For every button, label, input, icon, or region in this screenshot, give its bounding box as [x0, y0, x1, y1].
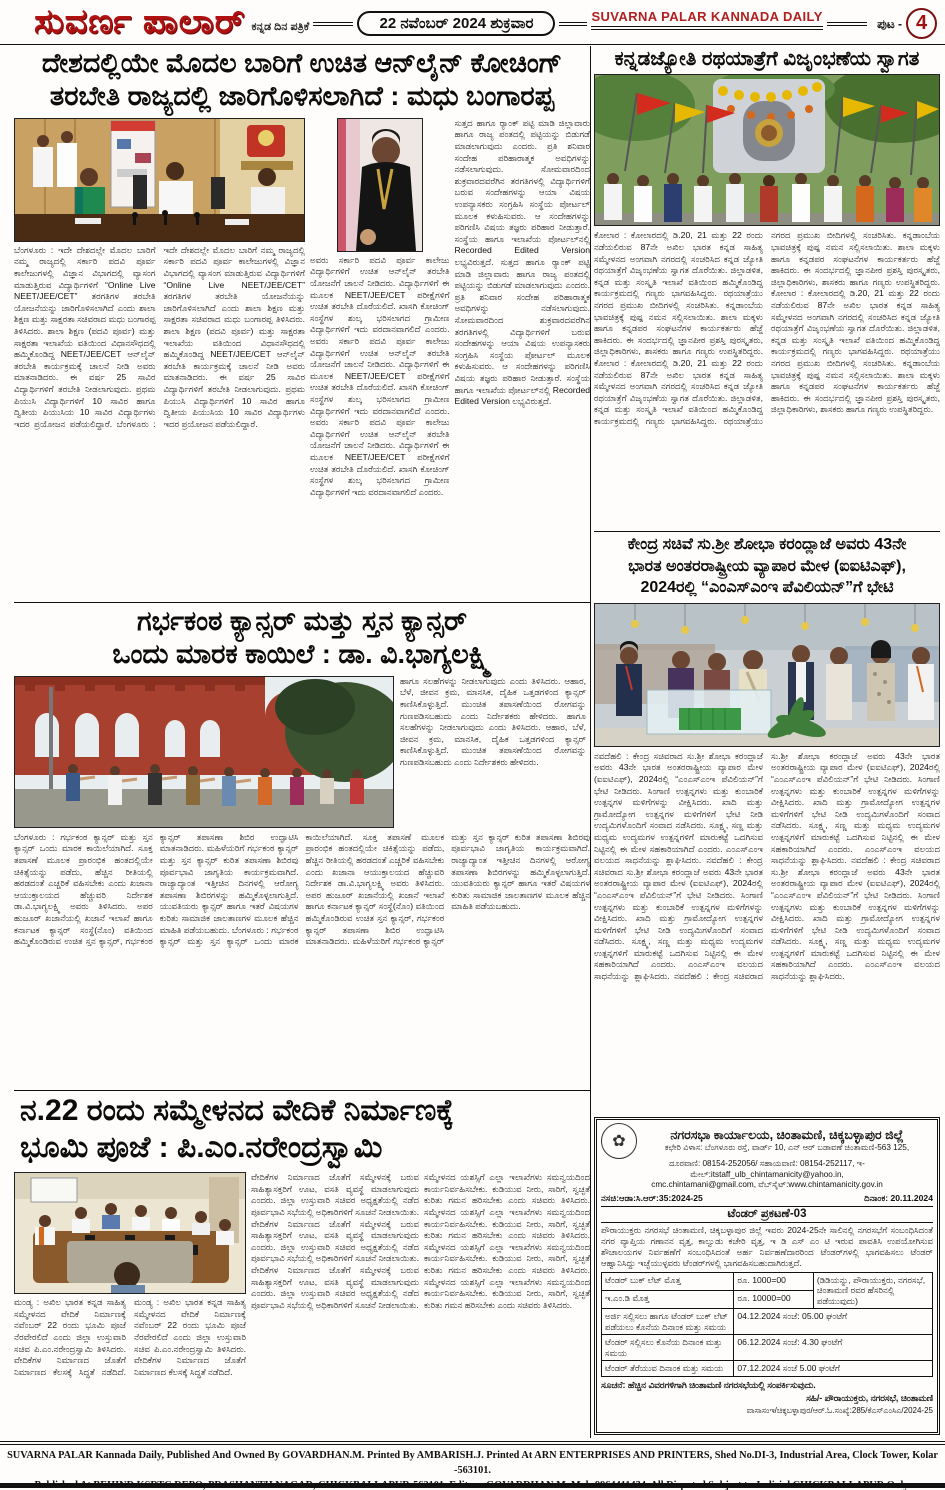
header-rule — [313, 22, 353, 26]
article-online-coaching — [14, 47, 590, 601]
headline: ಭೂಮಿ ಪೂಜೆ : ಪಿ.ಎಂ.ನರೇಂದ್ರಸ್ವಾಮಿ — [20, 1130, 383, 1164]
double-underline — [591, 26, 822, 30]
headline: ಕನ್ನಡಜ್ಯೋತಿ ರಥಯಾತ್ರೆಗೆ ವಿಜೃಂಭಣೆಯ ಸ್ವಾಗತ — [614, 48, 920, 70]
tender-row-label: ಟೆಂಡರ್ ಸಲ್ಲಿಸಲು ಕೊನೆಯ ದಿನಾಂಕ ಮತ್ತು ಸಮಯ — [602, 1335, 734, 1361]
tender-row-note: (ಡಿಡಿಯನ್ನು, ಪೌರಾಯುಕ್ತರು, ನಗರಸಭೆ, ಚಿಂತಾಮಣಿ ರವರ ಹೆಸರಿನಲ್ಲಿ ಪಡೆಯುವುದು) — [813, 1272, 932, 1309]
article-body: ಸುತ್ತದ ಹಾಗೂ ರ‍್ಯಾಂಕ್ ಪಟ್ಟಿ ಮಾಡಿ ಜಿಲ್ಲಾವಾರು ಹಾಗೂ ರಾಜ್ಯ ಪಂತದಲ್ಲಿ ಪಟ್ಟಿಯನ್ನು ಬಿಡುಗಡೆ ಮಾಡಲಾಗುವುದು ಎಂದರು. ಪ್ರತಿ ಶನಿವಾರ ಸಂದೇಹ ಪರಿಹಾರಾತ್ಮಕ ಅವಧಿಗಳನ್ನು ನಡೆಸಲಾಗುವುದು. ಸೋಮವಾರದಿಂದ ಶುಕ್ರವಾರದವರೆಗಿನ ತರಗತಿಗಳಲ್ಲಿ ವಿದ್ಯಾರ್ಥಿಗಳಿಗೆ ಬರುವ ಸಂದೇಹಗಳನ್ನು ಆಯಾ ವಿಷಯ ಉಪನ್ಯಾಸಕರು ಸಂಗ್ರಹಿಸಿ ಸಂಸ್ಥೆಯ ಪೋರ್ಟಲ್ ಮೂಲಕ ಕಳುಹಿಸುವರು. ಆ ಸಂದೇಹಗಳನ್ನು ಪರಿಗಣಿಸಿ ವಿಷಯ ತಜ್ಞರು ಪರಿಹಾರ ನೀಡುತ್ತಾರೆ. ಸಂಸ್ಥೆಯ ಹಾಗೂ ಇಲಾಖೆಯ ಪೋರ್ಟಲ್‌ನಲ್ಲಿ Recorded Edited Version ಲಭ್ಯವಿರುತ್ತದೆ. ಸುತ್ತದ ಹಾಗೂ ರ‍್ಯಾಂಕ್ ಪಟ್ಟಿ ಮಾಡಿ ಜಿಲ್ಲಾವಾರು ಹಾಗೂ ರಾಜ್ಯ ಪಂತದಲ್ಲಿ ಪಟ್ಟಿಯನ್ನು ಬಿಡುಗಡೆ ಮಾಡಲಾಗುವುದು ಎಂದರು. ಪ್ರತಿ ಶನಿವಾರ ಸಂದೇಹ ಪರಿಹಾರಾತ್ಮಕ ಅವಧಿಗಳನ್ನು ನಡೆಸಲಾಗುವುದು. ಸೋಮವಾರದಿಂದ ಶುಕ್ರವಾರದವರೆಗಿನ ತರಗತಿಗಳಲ್ಲಿ ವಿದ್ಯಾರ್ಥಿಗಳಿಗೆ ಬರುವ ಸಂದೇಹಗಳನ್ನು ಆಯಾ ವಿಷಯ ಉಪನ್ಯಾಸಕರು ಸಂಗ್ರಹಿಸಿ ಸಂಸ್ಥೆಯ ಪೋರ್ಟಲ್ ಮೂಲಕ ಕಳುಹಿಸುವರು. ಆ ಸಂದೇಹಗಳನ್ನು ಪರಿಗಣಿಸಿ ವಿಷಯ ತಜ್ಞರು ಪರಿಹಾರ ನೀಡುತ್ತಾರೆ. ಸಂಸ್ಥೆಯ ಹಾಗೂ ಇಲಾಖೆಯ ಪೋರ್ಟಲ್‌ನಲ್ಲಿ Recorded Edited Version ಲಭ್ಯವಿರುತ್ತದೆ. — [454, 117, 590, 407]
daily-name-english: SUVARNA PALAR KANNADA DAILY — [591, 8, 823, 24]
tender-row-value: ರೂ. 1000=00 — [734, 1272, 813, 1290]
notice-org-name: ನಗರಸಭಾ ಕಾರ್ಯಾಲಯ, ಚಿಂತಾಮಣಿ, ಚಿಕ್ಕಬಳ್ಳಾಪುರ ಜಿಲ್ಲೆ — [670, 1128, 904, 1143]
article-body: ವೇದಿಕೆಗಳ ನಿರ್ಮಾಣದ ಜೊತೆಗೆ ಸಮ್ಮೇಳನಕ್ಕೆ ಬರುವ ಸಾಹಿತ್ಯಾಸಕ್ತರಿಗೆ ಊಟ, ವಸತಿ ವ್ಯವಸ್ಥೆ ಮಾಡಲಾಗುವುದು ಎಂದರು. ಜಿಲ್ಲಾ ಉಸ್ತುವಾರಿ ಸಚಿವರ ಅಧ್ಯಕ್ಷತೆಯಲ್ಲಿ ನಡೆದ ಪೂರ್ವಭಾವಿ ಸಭೆಯಲ್ಲಿ ಅಧಿಕಾರಿಗಳಿಗೆ ಸೂಚನೆ ನೀಡಲಾಯಿತು. ವೇದಿಕೆಗಳ ನಿರ್ಮಾಣದ ಜೊತೆಗೆ ಸಮ್ಮೇಳನಕ್ಕೆ ಬರುವ ಸಾಹಿತ್ಯಾಸಕ್ತರಿಗೆ ಊಟ, ವಸತಿ ವ್ಯವಸ್ಥೆ ಮಾಡಲಾಗುವುದು ಎಂದರು. ಜಿಲ್ಲಾ ಉಸ್ತುವಾರಿ ಸಚಿವರ ಅಧ್ಯಕ್ಷತೆಯಲ್ಲಿ ನಡೆದ ಪೂರ್ವಭಾವಿ ಸಭೆಯಲ್ಲಿ ಅಧಿಕಾರಿಗಳಿಗೆ ಸೂಚನೆ ನೀಡಲಾಯಿತು. ವೇದಿಕೆಗಳ ನಿರ್ಮಾಣದ ಜೊತೆಗೆ ಸಮ್ಮೇಳನಕ್ಕೆ ಬರುವ ಸಾಹಿತ್ಯಾಸಕ್ತರಿಗೆ ಊಟ, ವಸತಿ ವ್ಯವಸ್ಥೆ ಮಾಡಲಾಗುವುದು ಎಂದರು. ಜಿಲ್ಲಾ ಉಸ್ತುವಾರಿ ಸಚಿವರ ಅಧ್ಯಕ್ಷತೆಯಲ್ಲಿ ನಡೆದ ಪೂರ್ವಭಾವಿ ಸಭೆಯಲ್ಲಿ ಅಧಿಕಾರಿಗಳಿಗೆ ಸೂಚನೆ ನೀಡಲಾಯಿತು. — [251, 1172, 419, 1310]
tender-row-label: ಟೆಂಡರ್ ತೆರೆಯುವ ದಿನಾಂಕ ಮತ್ತು ಸಮಯ — [602, 1361, 734, 1377]
headline: ದೇಶದಲ್ಲಿಯೇ ಮೊದಲ ಬಾರಿಗೆ ಉಚಿತ ಆನ್‌ಲೈನ್ ಕೋಚಿಂಗ್ — [41, 48, 563, 78]
date-box: 22 ನವೆಂಬರ್ 2024 ಶುಕ್ರವಾರ — [357, 11, 555, 36]
headline: ಗರ್ಭಕಂಠ ಕ್ಯಾನ್ಸರ್ ಮತ್ತು ಸ್ತನ ಕ್ಯಾನ್ಸರ್ — [136, 606, 468, 636]
tender-row-value: 07.12.2024 ಸಂಜೆ 5.00 ಘಂಟೆಗೆ — [734, 1361, 933, 1377]
tender-row-value: 04.12.2024 ಸಂಜೆ: 05.00 ಘಂಟೆಗೆ — [734, 1309, 933, 1335]
article-divider — [594, 531, 940, 532]
article-bhumi-puja — [14, 1093, 590, 1438]
tender-signature: ಸಹಿ/- ಪೌರಾಯುಕ್ತರು, ನಗರಸಭೆ, ಚಿಂತಾಮಣಿ — [806, 1392, 933, 1403]
table-row — [602, 1361, 933, 1377]
header-rule — [827, 22, 867, 26]
page-number: 4 — [906, 8, 937, 39]
tender-title: ಟೆಂಡರ್ ಪ್ರಕಟಣೆ-03 — [601, 1206, 933, 1223]
masthead-bar — [0, 0, 945, 44]
tender-notice-box — [594, 1117, 940, 1435]
tender-ref2: ವಾಸಾಸಂಇ/ಚಿಕ್ಕಬಳ್ಳಾಪುರ/ಆರ್.ಓ.ಸಂಖ್ಯೆ:285/ಕೆಎಸ್ಎಂಸಿಎ/2024-25 — [746, 1405, 933, 1415]
header-divider — [0, 44, 945, 45]
tender-note: ಸೂಚನೆ: ಹೆಚ್ಚಿನ ವಿವರಗಳಿಗಾಗಿ ಚಿಂತಾಮಣಿ ನಗರಸಭೆಯಲ್ಲಿ ಸಂಪರ್ಕಿಸುವುದು. — [601, 1379, 816, 1390]
table-row — [602, 1272, 933, 1290]
notice-address-line: cmc.chintamani@gmail.com, ವೆಬ್‌ಸೈಟ್:www.chintamanicity.gov.in — [651, 1180, 883, 1189]
notice-date: ದಿನಾಂಕ: 20.11.2024 — [864, 1192, 933, 1203]
column-divider — [590, 46, 591, 1438]
headline: ಕೇಂದ್ರ ಸಚಿವೆ ಸು.ಶ್ರೀ ಶೋಭಾ ಕರಂದ್ಲಾಜೆ ಅವರು 43ನೇ — [627, 536, 907, 553]
headline: 2024ರಲ್ಲಿ “ಎಂಎಸ್ಎಂಇ ಪೆವಿಲಿಯನ್”ಗೆ ಭೇಟಿ — [640, 579, 894, 597]
article-rathayatra — [594, 47, 940, 531]
article-body: ಬೆಂಗಳೂರು : ಇದೇ ದೇಶದಲ್ಲೇ ಮೊದಲ ಬಾರಿಗೆ ನಮ್ಮ ರಾಜ್ಯದಲ್ಲಿ ಸರ್ಕಾರಿ ಪದವಿ ಪೂರ್ವ ಕಾಲೇಜುಗಳಲ್ಲಿ ವಿಜ್ಞಾನ ವಿಭಾಗದಲ್ಲಿ ವ್ಯಾಸಂಗ ಮಾಡುತ್ತಿರುವ ವಿದ್ಯಾರ್ಥಿಗಳಿಗೆ “Online Live NEET/JEE/CET” ತರಗತಿಗಳ ತರಬೇತಿ ಯೋಜನೆಯನ್ನು ಜಾರಿಗೊಳಿಸಲಾಗಿದೆ ಎಂದು ಶಾಲಾ ಶಿಕ್ಷಣ ಮತ್ತು ಸಾಕ್ಷರತಾ ಸಚಿವರಾದ ಮಧು ಬಂಗಾರಪ್ಪ ತಿಳಿಸಿದರು. ಶಾಲಾ ಶಿಕ್ಷಣ (ಪದವಿ ಪೂರ್ವ) ಮತ್ತು ಸಾಕ್ಷರತಾ ಇಲಾಖೆಯ ವತಿಯಿಂದ ವಿಧಾನಸೌಧದಲ್ಲಿ ಹಮ್ಮಿಕೊಂಡಿದ್ದ NEET/JEE/CET ಆನ್‌ಲೈನ್ ತರಬೇತಿ ಕಾರ್ಯಕ್ರಮಕ್ಕೆ ಚಾಲನೆ ನೀಡಿ ಅವರು ಮಾತನಾಡಿದರು. ಈ ವರ್ಷ 25 ಸಾವಿರ ವಿದ್ಯಾರ್ಥಿಗಳಿಗೆ ತರಬೇತಿ ನೀಡಲಾಗುವುದು. ಪ್ರಥಮ ಪಿಯುಸಿ ವಿದ್ಯಾರ್ಥಿಗಳಿಗೆ 10 ಸಾವಿರ ಹಾಗೂ ದ್ವಿತೀಯ ಪಿಯುಸಿಯ 10 ಸಾವಿರ ವಿದ್ಯಾರ್ಥಿಗಳು ಇದರ ಪ್ರಯೋಜನ ಪಡೆಯಲಿದ್ದಾರೆ. ಬೆಂಗಳೂರು : ಇದೇ ದೇಶದಲ್ಲೇ ಮೊದಲ ಬಾರಿಗೆ ನಮ್ಮ ರಾಜ್ಯದಲ್ಲಿ ಸರ್ಕಾರಿ ಪದವಿ ಪೂರ್ವ ಕಾಲೇಜುಗಳಲ್ಲಿ ವಿಜ್ಞಾನ ವಿಭಾಗದಲ್ಲಿ ವ್ಯಾಸಂಗ ಮಾಡುತ್ತಿರುವ ವಿದ್ಯಾರ್ಥಿಗಳಿಗೆ “Online Live NEET/JEE/CET” ತರಗತಿಗಳ ತರಬೇತಿ ಯೋಜನೆಯನ್ನು ಜಾರಿಗೊಳಿಸಲಾಗಿದೆ ಎಂದು ಶಾಲಾ ಶಿಕ್ಷಣ ಮತ್ತು ಸಾಕ್ಷರತಾ ಸಚಿವರಾದ ಮಧು ಬಂಗಾರಪ್ಪ ತಿಳಿಸಿದರು. ಶಾಲಾ ಶಿಕ್ಷಣ (ಪದವಿ ಪೂರ್ವ) ಮತ್ತು ಸಾಕ್ಷರತಾ ಇಲಾಖೆಯ ವತಿಯಿಂದ ವಿಧಾನಸೌಧದಲ್ಲಿ ಹಮ್ಮಿಕೊಂಡಿದ್ದ NEET/JEE/CET ಆನ್‌ಲೈನ್ ತರಬೇತಿ ಕಾರ್ಯಕ್ರಮಕ್ಕೆ ಚಾಲನೆ ನೀಡಿ ಅವರು ಮಾತನಾಡಿದರು. ಈ ವರ್ಷ 25 ಸಾವಿರ ವಿದ್ಯಾರ್ಥಿಗಳಿಗೆ ತರಬೇತಿ ನೀಡಲಾಗುವುದು. ಪ್ರಥಮ ಪಿಯುಸಿ ವಿದ್ಯಾರ್ಥಿಗಳಿಗೆ 10 ಸಾವಿರ ಹಾಗೂ ದ್ವಿತೀಯ ಪಿಯುಸಿಯ 10 ಸಾವಿರ ವಿದ್ಯಾರ್ಥಿಗಳು ಇದರ ಪ್ರಯೋಜನ ಪಡೆಯಲಿದ್ದಾರೆ. — [14, 244, 305, 429]
headline: ತರಬೇತಿ ರಾಜ್ಯದಲ್ಲಿ ಜಾರಿಗೊಳಿಸಲಾಗಿದೆ : ಮಧು ಬಂಗಾರಪ್ಪ — [49, 80, 555, 111]
tender-row-value: 06.12.2024 ಸಂಜೆ: 4.30 ಘಂಟೆಗೆ — [734, 1335, 933, 1361]
photo-rathayatra-crowd — [594, 74, 940, 226]
notice-ref-number: ನಸಚಿ:ಆಡಾ:ಸಿ.ಆರ್:35:2024-25 — [601, 1192, 703, 1203]
table-row — [602, 1335, 933, 1361]
photo-minister-launch — [337, 118, 423, 252]
headline: ಒಂದು ಮಾರಕ ಕಾಯಿಲೆ : ಡಾ. ವಿ.ಭಾಗ್ಯಲಕ್ಷ್ಮಿ — [112, 638, 492, 669]
tender-table — [601, 1272, 933, 1377]
table-row — [602, 1309, 933, 1335]
notice-address-line: ದೂರವಾಣಿ: 08154-252056/ ಸಹಾಯವಾಣಿ: 08154-252117, ಇ-ಮೇಲ್:itstaff_ulb_chintamanicity@yahoo.in, — [669, 1159, 865, 1179]
headline: ಭಾರತ ಅಂತರರಾಷ್ಟ್ರೀಯ ವ್ಯಾಪಾರ ಮೇಳ (ಐಐಟಿಎಫ್), — [628, 557, 906, 575]
tender-row-label: ಅರ್ಜಿ ಸಲ್ಲಿಸಲು ಹಾಗೂ ಟೆಂಡರ್ ಬುಕ್ ಲೆಟ್ ಪಡೆಯಲು ಕೊನೆಯ ದಿನಾಂಕ ಮತ್ತು ಸಮಯ — [602, 1309, 734, 1335]
headline: ನ.22 ರಂದು ಸಮ್ಮೇಳನದ ವೇದಿಕೆ ನಿರ್ಮಾಣಕ್ಕೆ — [20, 1094, 454, 1127]
tender-paragraph: ಪೌರಾಯುಕ್ತರು ನಗರಸಭೆ ಚಿಂತಾಮಣಿ, ಚಿಕ್ಕಬಳ್ಳಾಪುರ ಜಿಲ್ಲೆ ಇವರು 2024-25ನೇ ಸಾಲಿನಲ್ಲಿ ನಗರಸಭೆಗೆ ಸಂಬಂಧಿಸಿದಂತೆ ನಗರ ವ್ಯಾಪ್ತಿಯ ಗಣಾನನ ವೃತ್ತ, ಕಾಲ್ವುಡು ಕಚೇರಿ ವೃತ್ತ, ಇ ಡಿ ಎಸ್ ಎಂ ಟಿ ಇರುವ ಪಾವತಿಸಿ ಉಪಯೋಗಿಸುವ ಶೌಚಾಲಯಗಳ ನಿರ್ವಹಣೆಗೆ ಸಂಬಂಧಿಸಿದಂತೆ ಅರ್ಹ ನಿರ್ವಹಣೆದಾರರಿಂದ ಟೆಂಡರ್‌ಗಳಲ್ಲಿ ಭಾಗವಹಿಸಲು ಟೆಂಡರ್ ಆಹ್ವಾನಿಸಿದ್ದು ಇಚ್ಛೆಯುಳ್ಳವರು ಟೆಂಡರ್‌ಗಳಲ್ಲಿ ಭಾಗವಹಿಸಬಹುದಾಗಿರುತ್ತದೆ. — [601, 1224, 933, 1268]
tender-row-label: ಇ.ಎಂ.ಡಿ ಮೊತ್ತ — [602, 1290, 734, 1308]
tender-row-label: ಟೆಂಡರ್ ಬುಕ್ ಲೆಟ್ ಮೊತ್ತ — [602, 1272, 734, 1290]
daily-name-wrap — [591, 8, 823, 30]
article-body: ಹಾಗೂ ಸಲಹೆಗಳನ್ನು ನೀಡಲಾಗುವುದು ಎಂದು ತಿಳಿಸಿದರು. ಆಹಾರ, ಬೆಳೆ, ಜೀವನ ಕ್ರಮ, ಮಾನಸಿಕ, ದೈಹಿಕ ಒತ್ತಡಗಳಿಂದ ಕ್ಯಾನ್ಸರ್ ಕಾಣಿಸಿಕೊಳ್ಳುತ್ತಿದೆ. ಮುಂಚಿತ ತಪಾಸಣೆಯಿಂದ ರೋಗವನ್ನು ಗುಣಪಡಿಸಬಹುದು ಎಂದು ನಿರ್ದೇಶಕರು ಹೇಳಿದರು. ಹಾಗೂ ಸಲಹೆಗಳನ್ನು ನೀಡಲಾಗುವುದು ಎಂದು ತಿಳಿಸಿದರು. ಆಹಾರ, ಬೆಳೆ, ಜೀವನ ಕ್ರಮ, ಮಾನಸಿಕ, ದೈಹಿಕ ಒತ್ತಡಗಳಿಂದ ಕ್ಯಾನ್ಸರ್ ಕಾಣಿಸಿಕೊಳ್ಳುತ್ತಿದೆ. ಮುಂಚಿತ ತಪಾಸಣೆಯಿಂದ ರೋಗವನ್ನು ಗುಣಪಡಿಸಬಹುದು ಎಂದು ನಿರ್ದೇಶಕರು ಹೇಳಿದರು. — [400, 675, 586, 768]
article-trade-fair — [594, 534, 940, 1094]
footer-rule — [0, 1441, 945, 1445]
photo-oath-gathering — [14, 676, 394, 828]
article-body: ಕೋಲಾರ : ಕೋಲಾರದಲ್ಲಿ ಡಿ.20, 21 ಮತ್ತು 22 ರಂದು ನಡೆಯಲಿರುವ 87ನೇ ಅಖಿಲ ಭಾರತ ಕನ್ನಡ ಸಾಹಿತ್ಯ ಸಮ್ಮೇಳನದ ಅಂಗವಾಗಿ ನಗರದಲ್ಲಿ ಸಂಚರಿಸಿದ ಕನ್ನಡ ಜ್ಯೋತಿ ರಥಯಾತ್ರೆಗೆ ವಿಜೃಂಭಣೆಯ ಸ್ವಾಗತ ದೊರೆಯಿತು. ಜಿಲ್ಲಾಡಳಿತ, ಕನ್ನಡ ಮತ್ತು ಸಂಸ್ಕೃತಿ ಇಲಾಖೆ ವತಿಯಿಂದ ಹಮ್ಮಿಕೊಂಡಿದ್ದ ಕಾರ್ಯಕ್ರಮದಲ್ಲಿ ಗಣ್ಯರು ಭಾಗವಹಿಸಿದ್ದರು. ರಥಯಾತ್ರೆಯು ನಗರದ ಪ್ರಮುಖ ಬೀದಿಗಳಲ್ಲಿ ಸಂಚರಿಸಿತು. ಕನ್ನಡಾಂಬೆಯ ಭಾವಚಿತ್ರಕ್ಕೆ ಪುಷ್ಪ ನಮನ ಸಲ್ಲಿಸಲಾಯಿತು. ಶಾಲಾ ಮಕ್ಕಳು ಹಾಗೂ ಕನ್ನಡಪರ ಸಂಘಟನೆಗಳ ಕಾರ್ಯಕರ್ತರು ಹೆಜ್ಜೆ ಹಾಕಿದರು. ಈ ಸಂದರ್ಭದಲ್ಲಿ ಜ್ಞಾನಪೀಠ ಪ್ರಶಸ್ತಿ ಪುರಸ್ಕೃತರು, ಜಿಲ್ಲಾಧಿಕಾರಿಗಳು, ಶಾಸಕರು ಹಾಗೂ ಗಣ್ಯರು ಉಪಸ್ಥಿತರಿದ್ದರು. ಕೋಲಾರ : ಕೋಲಾರದಲ್ಲಿ ಡಿ.20, 21 ಮತ್ತು 22 ರಂದು ನಡೆಯಲಿರುವ 87ನೇ ಅಖಿಲ ಭಾರತ ಕನ್ನಡ ಸಾಹಿತ್ಯ ಸಮ್ಮೇಳನದ ಅಂಗವಾಗಿ ನಗರದಲ್ಲಿ ಸಂಚರಿಸಿದ ಕನ್ನಡ ಜ್ಯೋತಿ ರಥಯಾತ್ರೆಗೆ ವಿಜೃಂಭಣೆಯ ಸ್ವಾಗತ ದೊರೆಯಿತು. ಜಿಲ್ಲಾಡಳಿತ, ಕನ್ನಡ ಮತ್ತು ಸಂಸ್ಕೃತಿ ಇಲಾಖೆ ವತಿಯಿಂದ ಹಮ್ಮಿಕೊಂಡಿದ್ದ ಕಾರ್ಯಕ್ರಮದಲ್ಲಿ ಗಣ್ಯರು ಭಾಗವಹಿಸಿದ್ದರು. ರಥಯಾತ್ರೆಯು ನಗರದ ಪ್ರಮುಖ ಬೀದಿಗಳಲ್ಲಿ ಸಂಚರಿಸಿತು. ಕನ್ನಡಾಂಬೆಯ ಭಾವಚಿತ್ರಕ್ಕೆ ಪುಷ್ಪ ನಮನ ಸಲ್ಲಿಸಲಾಯಿತು. ಶಾಲಾ ಮಕ್ಕಳು ಹಾಗೂ ಕನ್ನಡಪರ ಸಂಘಟನೆಗಳ ಕಾರ್ಯಕರ್ತರು ಹೆಜ್ಜೆ ಹಾಕಿದರು. ಈ ಸಂದರ್ಭದಲ್ಲಿ ಜ್ಞಾನಪೀಠ ಪ್ರಶಸ್ತಿ ಪುರಸ್ಕೃತರು, ಜಿಲ್ಲಾಧಿಕಾರಿಗಳು, ಶಾಸಕರು ಹಾಗೂ ಗಣ್ಯರು ಉಪಸ್ಥಿತರಿದ್ದರು. ಕೋಲಾರ : ಕೋಲಾರದಲ್ಲಿ ಡಿ.20, 21 ಮತ್ತು 22 ರಂದು ನಡೆಯಲಿರುವ 87ನೇ ಅಖಿಲ ಭಾರತ ಕನ್ನಡ ಸಾಹಿತ್ಯ ಸಮ್ಮೇಳನದ ಅಂಗವಾಗಿ ನಗರದಲ್ಲಿ ಸಂಚರಿಸಿದ ಕನ್ನಡ ಜ್ಯೋತಿ ರಥಯಾತ್ರೆಗೆ ವಿಜೃಂಭಣೆಯ ಸ್ವಾಗತ ದೊರೆಯಿತು. ಜಿಲ್ಲಾಡಳಿತ, ಕನ್ನಡ ಮತ್ತು ಸಂಸ್ಕೃತಿ ಇಲಾಖೆ ವತಿಯಿಂದ ಹಮ್ಮಿಕೊಂಡಿದ್ದ ಕಾರ್ಯಕ್ರಮದಲ್ಲಿ ಗಣ್ಯರು ಭಾಗವಹಿಸಿದ್ದರು. ರಥಯಾತ್ರೆಯು ನಗರದ ಪ್ರಮುಖ ಬೀದಿಗಳಲ್ಲಿ ಸಂಚರಿಸಿತು. ಕನ್ನಡಾಂಬೆಯ ಭಾವಚಿತ್ರಕ್ಕೆ ಪುಷ್ಪ ನಮನ ಸಲ್ಲಿಸಲಾಯಿತು. ಶಾಲಾ ಮಕ್ಕಳು ಹಾಗೂ ಕನ್ನಡಪರ ಸಂಘಟನೆಗಳ ಕಾರ್ಯಕರ್ತರು ಹೆಜ್ಜೆ ಹಾಕಿದರು. ಈ ಸಂದರ್ಭದಲ್ಲಿ ಜ್ಞಾನಪೀಠ ಪ್ರಶಸ್ತಿ ಪುರಸ್ಕೃತರು, ಜಿಲ್ಲಾಧಿಕಾರಿಗಳು, ಶಾಸಕರು ಹಾಗೂ ಗಣ್ಯರು ಉಪಸ್ಥಿತರಿದ್ದರು. — [594, 230, 940, 426]
municipal-seal-icon: ✿ — [601, 1123, 637, 1159]
photo-press-conference — [14, 118, 305, 242]
article-body: ಬೆಂಗಳೂರು : ಗರ್ಭಕಂಠ ಕ್ಯಾನ್ಸರ್ ಮತ್ತು ಸ್ತನ ಕ್ಯಾನ್ಸರ್ ಒಂದು ಮಾರಕ ಕಾಯಿಲೆಯಾಗಿದೆ. ಸೂಕ್ತ ತಪಾಸಣೆ ಮೂಲಕ ಪ್ರಾರಂಭಿಕ ಹಂತದಲ್ಲಿಯೇ ಚಿಕಿತ್ಸೆಯನ್ನು ಪಡೆದು, ಹೆಚ್ಚಿನ ರೀತಿಯಲ್ಲಿ ಹರಡದಂತೆ ಎಚ್ಚರಿಕೆ ವಹಿಸಬೇಕು ಎಂದು ಖಜಾನಾ ಆಯುಕ್ತಾಲಯದ ಹೆಚ್ಚುವರಿ ನಿರ್ದೇಶಕ ಡಾ.ವಿ.ಭಾಗ್ಯಲಕ್ಷ್ಮಿ ಅವರು ತಿಳಿಸಿದರು. ಅಪರ ಹುಜೂರ್ ಖಜಾನೆಯಲ್ಲಿ ಖಜಾನೆ ಇಲಾಖೆ ಹಾಗೂ ಕರ್ನಾಟಕ ಕ್ಯಾನ್ಸರ್ ಸಂಸ್ಥೆ(ನೊಂ) ವತಿಯಿಂದ ಹಮ್ಮಿಕೊಂಡಿರುವ ಉಚಿತ ಸ್ತನ ಕ್ಯಾನ್ಸರ್, ಗರ್ಭಕಂಠ ಕ್ಯಾನ್ಸರ್ ತಪಾಸಣಾ ಶಿಬಿರ ಉದ್ಘಾಟಿಸಿ ಮಾತನಾಡಿದರು. ಮಹಿಳೆಯರಿಗೆ ಗರ್ಭಕಂಠ ಕ್ಯಾನ್ಸರ್ ಮತ್ತು ಸ್ತನ ಕ್ಯಾನ್ಸರ್ ಕುರಿತ ತಪಾಸಣಾ ಶಿಬಿರವು ಪೂರ್ವಭಾವಿ ಜಾಗೃತಿಯ ಕಾರ್ಯಕ್ರಮವಾಗಿದೆ. ರಾಜ್ಯಾದ್ಯಾಂತ ಇತ್ತೀಚಿನ ದಿನಗಳಲ್ಲಿ ಆರೋಗ್ಯ ತಪಾಸಣಾ ಶಿಬಿರಗಳನ್ನು ಹಮ್ಮಿಕೊಳ್ಳಲಾಗುತ್ತಿದೆ. ಯುವತಿಯರು ಕ್ಯಾನ್ಸರ್ ಹಾಗೂ ಇತರೆ ವಿಷಯಗಳ ಕುರಿತು ಸಾಮಾಜಿಕ ಜಾಲತಾಣಗಳ ಮೂಲಕ ಹೆಚ್ಚಿನ ಮಾಹಿತಿ ಪಡೆಯಬಹುದು. ಬೆಂಗಳೂರು : ಗರ್ಭಕಂಠ ಕ್ಯಾನ್ಸರ್ ಮತ್ತು ಸ್ತನ ಕ್ಯಾನ್ಸರ್ ಒಂದು ಮಾರಕ ಕಾಯಿಲೆಯಾಗಿದೆ. ಸೂಕ್ತ ತಪಾಸಣೆ ಮೂಲಕ ಪ್ರಾರಂಭಿಕ ಹಂತದಲ್ಲಿಯೇ ಚಿಕಿತ್ಸೆಯನ್ನು ಪಡೆದು, ಹೆಚ್ಚಿನ ರೀತಿಯಲ್ಲಿ ಹರಡದಂತೆ ಎಚ್ಚರಿಕೆ ವಹಿಸಬೇಕು ಎಂದು ಖಜಾನಾ ಆಯುಕ್ತಾಲಯದ ಹೆಚ್ಚುವರಿ ನಿರ್ದೇಶಕ ಡಾ.ವಿ.ಭಾಗ್ಯಲಕ್ಷ್ಮಿ ಅವರು ತಿಳಿಸಿದರು. ಅಪರ ಹುಜೂರ್ ಖಜಾನೆಯಲ್ಲಿ ಖಜಾನೆ ಇಲಾಖೆ ಹಾಗೂ ಕರ್ನಾಟಕ ಕ್ಯಾನ್ಸರ್ ಸಂಸ್ಥೆ(ನೊಂ) ವತಿಯಿಂದ ಹಮ್ಮಿಕೊಂಡಿರುವ ಉಚಿತ ಸ್ತನ ಕ್ಯಾನ್ಸರ್, ಗರ್ಭಕಂಠ ಕ್ಯಾನ್ಸರ್ ತಪಾಸಣಾ ಶಿಬಿರ ಉದ್ಘಾಟಿಸಿ ಮಾತನಾಡಿದರು. ಮಹಿಳೆಯರಿಗೆ ಗರ್ಭಕಂಠ ಕ್ಯಾನ್ಸರ್ ಮತ್ತು ಸ್ತನ ಕ್ಯಾನ್ಸರ್ ಕುರಿತ ತಪಾಸಣಾ ಶಿಬಿರವು ಪೂರ್ವಭಾವಿ ಜಾಗೃತಿಯ ಕಾರ್ಯಕ್ರಮವಾಗಿದೆ. ರಾಜ್ಯಾದ್ಯಾಂತ ಇತ್ತೀಚಿನ ದಿನಗಳಲ್ಲಿ ಆರೋಗ್ಯ ತಪಾಸಣಾ ಶಿಬಿರಗಳನ್ನು ಹಮ್ಮಿಕೊಳ್ಳಲಾಗುತ್ತಿದೆ. ಯುವತಿಯರು ಕ್ಯಾನ್ಸರ್ ಹಾಗೂ ಇತರೆ ವಿಷಯಗಳ ಕುರಿತು ಸಾಮಾಜಿಕ ಜಾಲತಾಣಗಳ ಮೂಲಕ ಹೆಚ್ಚಿನ ಮಾಹಿತಿ ಪಡೆಯಬಹುದು. — [14, 831, 590, 947]
article-divider — [14, 602, 590, 603]
bottom-bar — [0, 1483, 945, 1488]
imprint-line: SUVARNA PALAR Kannada Daily, Published And Owned By GOVARDHAN.M. Printed By AMBARISH.J. Printed At ARN ENTERPRISES AND PRINTERS, Shed No.DI-3, Industrial Area, Clock Tower, Kolar -563101. — [7, 1450, 938, 1476]
article-body: ಮಂಡ್ಯ : ಅಖಿಲ ಭಾರತ ಕನ್ನಡ ಸಾಹಿತ್ಯ ಸಮ್ಮೇಳನದ ವೇದಿಕೆ ನಿರ್ಮಾಣಕ್ಕೆ ನವೆಂಬರ್ 22 ರಂದು ಭೂಮಿ ಪೂಜೆ ನೆರವೇರಲಿದೆ ಎಂದು ಜಿಲ್ಲಾ ಉಸ್ತುವಾರಿ ಸಚಿವ ಪಿ.ಎಂ.ನರೇಂದ್ರಸ್ವಾಮಿ ತಿಳಿಸಿದರು. ವೇದಿಕೆಗಳ ನಿರ್ಮಾಣದ ಜೊತೆಗೆ ನಿರ್ಮಾಣದ ಕೆಲಸಕ್ಕೆ ಸಿದ್ಧತೆ ನಡೆದಿದೆ. ಮಂಡ್ಯ : ಅಖಿಲ ಭಾರತ ಕನ್ನಡ ಸಾಹಿತ್ಯ ಸಮ್ಮೇಳನದ ವೇದಿಕೆ ನಿರ್ಮಾಣಕ್ಕೆ ನವೆಂಬರ್ 22 ರಂದು ಭೂಮಿ ಪೂಜೆ ನೆರವೇರಲಿದೆ ಎಂದು ಜಿಲ್ಲಾ ಉಸ್ತುವಾರಿ ಸಚಿವ ಪಿ.ಎಂ.ನರೇಂದ್ರಸ್ವಾಮಿ ತಿಳಿಸಿದರು. ವೇದಿಕೆಗಳ ನಿರ್ಮಾಣದ ಜೊತೆಗೆ ನಿರ್ಮಾಣದ ಕೆಲಸಕ್ಕೆ ಸಿದ್ಧತೆ ನಡೆದಿದೆ. — [14, 1297, 246, 1377]
header-rule — [559, 22, 587, 26]
article-body: ಸಮ್ಮೇಳನದ ಯಶಸ್ಸಿಗೆ ಎಲ್ಲಾ ಇಲಾಖೆಗಳು ಸಮನ್ವಯದಿಂದ ಕಾರ್ಯನಿರ್ವಹಿಸಬೇಕು. ಕುಡಿಯುವ ನೀರು, ಸಾರಿಗೆ, ಸ್ವಚ್ಛತೆ ಕುರಿತು ಗಮನ ಹರಿಸಬೇಕು ಎಂದು ಸಚಿವರು ತಿಳಿಸಿದರು. ಸಮ್ಮೇಳನದ ಯಶಸ್ಸಿಗೆ ಎಲ್ಲಾ ಇಲಾಖೆಗಳು ಸಮನ್ವಯದಿಂದ ಕಾರ್ಯನಿರ್ವಹಿಸಬೇಕು. ಕುಡಿಯುವ ನೀರು, ಸಾರಿಗೆ, ಸ್ವಚ್ಛತೆ ಕುರಿತು ಗಮನ ಹರಿಸಬೇಕು ಎಂದು ಸಚಿವರು ತಿಳಿಸಿದರು. ಸಮ್ಮೇಳನದ ಯಶಸ್ಸಿಗೆ ಎಲ್ಲಾ ಇಲಾಖೆಗಳು ಸಮನ್ವಯದಿಂದ ಕಾರ್ಯನಿರ್ವಹಿಸಬೇಕು. ಕುಡಿಯುವ ನೀರು, ಸಾರಿಗೆ, ಸ್ವಚ್ಛತೆ ಕುರಿತು ಗಮನ ಹರಿಸಬೇಕು ಎಂದು ಸಚಿವರು ತಿಳಿಸಿದರು. ಸಮ್ಮೇಳನದ ಯಶಸ್ಸಿಗೆ ಎಲ್ಲಾ ಇಲಾಖೆಗಳು ಸಮನ್ವಯದಿಂದ ಕಾರ್ಯನಿರ್ವಹಿಸಬೇಕು. ಕುಡಿಯುವ ನೀರು, ಸಾರಿಗೆ, ಸ್ವಚ್ಛತೆ ಕುರಿತು ಗಮನ ಹರಿಸಬೇಕು ಎಂದು ಸಚಿವರು ತಿಳಿಸಿದರು. — [424, 1172, 590, 1310]
article-cancer — [14, 605, 590, 1089]
article-divider — [14, 1090, 590, 1091]
photo-meeting-room — [14, 1172, 246, 1294]
photo-trade-fair-pavilion — [594, 603, 940, 747]
newspaper-tagline: ಕನ್ನಡ ದಿನ ಪತ್ರಿಕೆ — [251, 20, 310, 33]
newspaper-title: ಸುವರ್ಣ ಪಾಲಾರ್ — [34, 2, 246, 41]
article-body: ಅವರು ಸರ್ಕಾರಿ ಪದವಿ ಪೂರ್ವ ಕಾಲೇಜು ವಿದ್ಯಾರ್ಥಿಗಳಿಗೆ ಉಚಿತ ಆನ್‌ಲೈನ್ ತರಬೇತಿ ಯೋಜನೆಗೆ ಚಾಲನೆ ನೀಡಿದರು. ವಿದ್ಯಾರ್ಥಿಗಳಿಗೆ ಈ ಮೂಲಕ NEET/JEE/CET ಪರೀಕ್ಷೆಗಳಿಗೆ ಉಚಿತ ತರಬೇತಿ ದೊರೆಯಲಿದೆ. ಖಾಸಗಿ ಕೋಚಿಂಗ್ ಸಂಸ್ಥೆಗಳ ಶುಲ್ಕ ಭರಿಸಲಾಗದ ಗ್ರಾಮೀಣ ವಿದ್ಯಾರ್ಥಿಗಳಿಗೆ ಇದು ವರದಾನವಾಗಲಿದೆ ಎಂದರು. ಅವರು ಸರ್ಕಾರಿ ಪದವಿ ಪೂರ್ವ ಕಾಲೇಜು ವಿದ್ಯಾರ್ಥಿಗಳಿಗೆ ಉಚಿತ ಆನ್‌ಲೈನ್ ತರಬೇತಿ ಯೋಜನೆಗೆ ಚಾಲನೆ ನೀಡಿದರು. ವಿದ್ಯಾರ್ಥಿಗಳಿಗೆ ಈ ಮೂಲಕ NEET/JEE/CET ಪರೀಕ್ಷೆಗಳಿಗೆ ಉಚಿತ ತರಬೇತಿ ದೊರೆಯಲಿದೆ. ಖಾಸಗಿ ಕೋಚಿಂಗ್ ಸಂಸ್ಥೆಗಳ ಶುಲ್ಕ ಭರಿಸಲಾಗದ ಗ್ರಾಮೀಣ ವಿದ್ಯಾರ್ಥಿಗಳಿಗೆ ಇದು ವರದಾನವಾಗಲಿದೆ ಎಂದರು. ಅವರು ಸರ್ಕಾರಿ ಪದವಿ ಪೂರ್ವ ಕಾಲೇಜು ವಿದ್ಯಾರ್ಥಿಗಳಿಗೆ ಉಚಿತ ಆನ್‌ಲೈನ್ ತರಬೇತಿ ಯೋಜನೆಗೆ ಚಾಲನೆ ನೀಡಿದರು. ವಿದ್ಯಾರ್ಥಿಗಳಿಗೆ ಈ ಮೂಲಕ NEET/JEE/CET ಪರೀಕ್ಷೆಗಳಿಗೆ ಉಚಿತ ತರಬೇತಿ ದೊರೆಯಲಿದೆ. ಖಾಸಗಿ ಕೋಚಿಂಗ್ ಸಂಸ್ಥೆಗಳ ಶುಲ್ಕ ಭರಿಸಲಾಗದ ಗ್ರಾಮೀಣ ವಿದ್ಯಾರ್ಥಿಗಳಿಗೆ ಇದು ವರದಾನವಾಗಲಿದೆ ಎಂದರು. — [310, 254, 450, 497]
tender-row-value: ರೂ. 10000=00 — [734, 1290, 813, 1308]
page-label: ಪುಟ - — [877, 16, 903, 31]
article-body: ನವದೆಹಲಿ : ಕೇಂದ್ರ ಸಚಿವರಾದ ಸು.ಶ್ರೀ ಶೋಭಾ ಕರಂದ್ಲಾಜೆ ಅವರು 43ನೇ ಭಾರತ ಅಂತರರಾಷ್ಟ್ರೀಯ ವ್ಯಾಪಾರ ಮೇಳ (ಐಐಟಿಎಫ್), 2024ರಲ್ಲಿ “ಎಂಎಸ್ಎಂಇ ಪೆವಿಲಿಯನ್”ಗೆ ಭೇಟಿ ನೀಡಿದರು. ಸಿಂಗಾಣಿ ಉತ್ಪನ್ನಗಳು ಮತ್ತು ಕುಂಬಾರಿಕೆ ಉತ್ಪನ್ನಗಳ ಮಳಿಗೆಗಳನ್ನು ವೀಕ್ಷಿಸಿದರು. ಖಾದಿ ಮತ್ತು ಗ್ರಾಮೋದ್ಯೋಗ ಉತ್ಪನ್ನಗಳ ಮಳಿಗೆಗಳಿಗೆ ಭೇಟಿ ನೀಡಿ ಉದ್ಯಮಿಗಳೊಂದಿಗೆ ಸಂವಾದ ನಡೆಸಿದರು. ಸೂಕ್ಷ್ಮ, ಸಣ್ಣ ಮತ್ತು ಮಧ್ಯಮ ಉದ್ಯಮಗಳ ಉತ್ಪನ್ನಗಳಿಗೆ ಮಾರುಕಟ್ಟೆ ಒದಗಿಸುವ ನಿಟ್ಟಿನಲ್ಲಿ ಈ ಮೇಳ ಸಹಕಾರಿಯಾಗಿದೆ ಎಂದರು. ಎಂಎಸ್ಎಂಇ ವಲಯದ ಸಾಧನೆಯನ್ನು ಶ್ಲಾಘಿಸಿದರು. ನವದೆಹಲಿ : ಕೇಂದ್ರ ಸಚಿವರಾದ ಸು.ಶ್ರೀ ಶೋಭಾ ಕರಂದ್ಲಾಜೆ ಅವರು 43ನೇ ಭಾರತ ಅಂತರರಾಷ್ಟ್ರೀಯ ವ್ಯಾಪಾರ ಮೇಳ (ಐಐಟಿಎಫ್), 2024ರಲ್ಲಿ “ಎಂಎಸ್ಎಂಇ ಪೆವಿಲಿಯನ್”ಗೆ ಭೇಟಿ ನೀಡಿದರು. ಸಿಂಗಾಣಿ ಉತ್ಪನ್ನಗಳು ಮತ್ತು ಕುಂಬಾರಿಕೆ ಉತ್ಪನ್ನಗಳ ಮಳಿಗೆಗಳನ್ನು ವೀಕ್ಷಿಸಿದರು. ಖಾದಿ ಮತ್ತು ಗ್ರಾಮೋದ್ಯೋಗ ಉತ್ಪನ್ನಗಳ ಮಳಿಗೆಗಳಿಗೆ ಭೇಟಿ ನೀಡಿ ಉದ್ಯಮಿಗಳೊಂದಿಗೆ ಸಂವಾದ ನಡೆಸಿದರು. ಸೂಕ್ಷ್ಮ, ಸಣ್ಣ ಮತ್ತು ಮಧ್ಯಮ ಉದ್ಯಮಗಳ ಉತ್ಪನ್ನಗಳಿಗೆ ಮಾರುಕಟ್ಟೆ ಒದಗಿಸುವ ನಿಟ್ಟಿನಲ್ಲಿ ಈ ಮೇಳ ಸಹಕಾರಿಯಾಗಿದೆ ಎಂದರು. ಎಂಎಸ್ಎಂಇ ವಲಯದ ಸಾಧನೆಯನ್ನು ಶ್ಲಾಘಿಸಿದರು. ನವದೆಹಲಿ : ಕೇಂದ್ರ ಸಚಿವರಾದ ಸು.ಶ್ರೀ ಶೋಭಾ ಕರಂದ್ಲಾಜೆ ಅವರು 43ನೇ ಭಾರತ ಅಂತರರಾಷ್ಟ್ರೀಯ ವ್ಯಾಪಾರ ಮೇಳ (ಐಐಟಿಎಫ್), 2024ರಲ್ಲಿ “ಎಂಎಸ್ಎಂಇ ಪೆವಿಲಿಯನ್”ಗೆ ಭೇಟಿ ನೀಡಿದರು. ಸಿಂಗಾಣಿ ಉತ್ಪನ್ನಗಳು ಮತ್ತು ಕುಂಬಾರಿಕೆ ಉತ್ಪನ್ನಗಳ ಮಳಿಗೆಗಳನ್ನು ವೀಕ್ಷಿಸಿದರು. ಖಾದಿ ಮತ್ತು ಗ್ರಾಮೋದ್ಯೋಗ ಉತ್ಪನ್ನಗಳ ಮಳಿಗೆಗಳಿಗೆ ಭೇಟಿ ನೀಡಿ ಉದ್ಯಮಿಗಳೊಂದಿಗೆ ಸಂವಾದ ನಡೆಸಿದರು. ಸೂಕ್ಷ್ಮ, ಸಣ್ಣ ಮತ್ತು ಮಧ್ಯಮ ಉದ್ಯಮಗಳ ಉತ್ಪನ್ನಗಳಿಗೆ ಮಾರುಕಟ್ಟೆ ಒದಗಿಸುವ ನಿಟ್ಟಿನಲ್ಲಿ ಈ ಮೇಳ ಸಹಕಾರಿಯಾಗಿದೆ ಎಂದರು. ಎಂಎಸ್ಎಂಇ ವಲಯದ ಸಾಧನೆಯನ್ನು ಶ್ಲಾಘಿಸಿದರು. ನವದೆಹಲಿ : ಕೇಂದ್ರ ಸಚಿವರಾದ ಸು.ಶ್ರೀ ಶೋಭಾ ಕರಂದ್ಲಾಜೆ ಅವರು 43ನೇ ಭಾರತ ಅಂತರರಾಷ್ಟ್ರೀಯ ವ್ಯಾಪಾರ ಮೇಳ (ಐಐಟಿಎಫ್), 2024ರಲ್ಲಿ “ಎಂಎಸ್ಎಂಇ ಪೆವಿಲಿಯನ್”ಗೆ ಭೇಟಿ ನೀಡಿದರು. ಸಿಂಗಾಣಿ ಉತ್ಪನ್ನಗಳು ಮತ್ತು ಕುಂಬಾರಿಕೆ ಉತ್ಪನ್ನಗಳ ಮಳಿಗೆಗಳನ್ನು ವೀಕ್ಷಿಸಿದರು. ಖಾದಿ ಮತ್ತು ಗ್ರಾಮೋದ್ಯೋಗ ಉತ್ಪನ್ನಗಳ ಮಳಿಗೆಗಳಿಗೆ ಭೇಟಿ ನೀಡಿ ಉದ್ಯಮಿಗಳೊಂದಿಗೆ ಸಂವಾದ ನಡೆಸಿದರು. ಸೂಕ್ಷ್ಮ, ಸಣ್ಣ ಮತ್ತು ಮಧ್ಯಮ ಉದ್ಯಮಗಳ ಉತ್ಪನ್ನಗಳಿಗೆ ಮಾರುಕಟ್ಟೆ ಒದಗಿಸುವ ನಿಟ್ಟಿನಲ್ಲಿ ಈ ಮೇಳ ಸಹಕಾರಿಯಾಗಿದೆ ಎಂದರು. ಎಂಎಸ್ಎಂಇ ವಲಯದ ಸಾಧನೆಯನ್ನು ಶ್ಲಾಘಿಸಿದರು. — [594, 750, 940, 982]
notice-address-line: ಕಛೇರಿ ವಿಳಾಸ: ಬೆಂಗಳೂರು ರಸ್ತೆ, ವಾರ್ಡ್ 10, ಎನ್ ಆರ್ ಬಡಾವಣೆ ಚಿಂತಾಮಣಿ-563 125, — [664, 1143, 910, 1153]
